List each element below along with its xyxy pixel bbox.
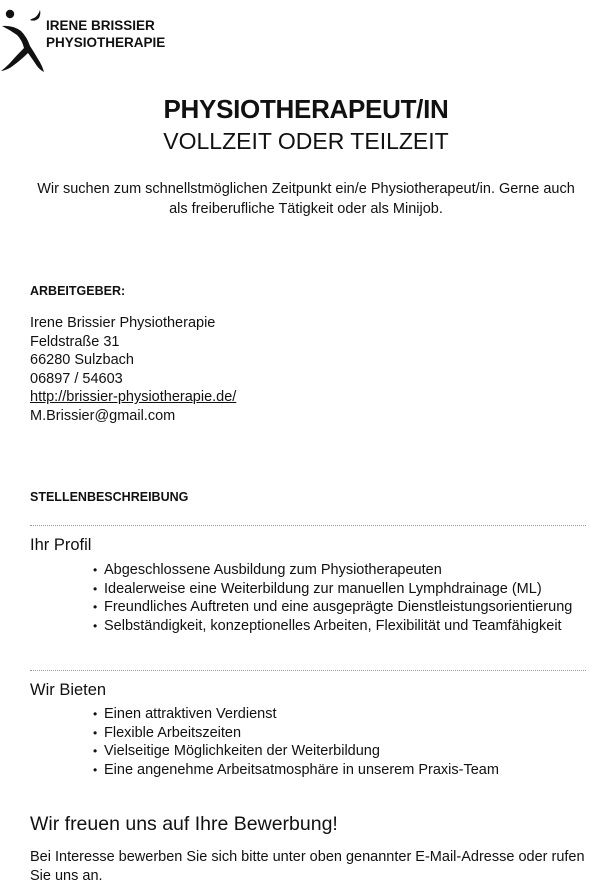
running-figure-icon — [0, 8, 46, 74]
brand-name — [46, 17, 165, 51]
closing-heading: Wir freuen uns auf Ihre Bewerbung! — [30, 813, 338, 835]
list-item: • Abgeschlossene Ausbildung zum Physiotherapeuten — [90, 561, 572, 580]
brand-logo — [0, 8, 180, 74]
section-divider — [30, 670, 586, 671]
job-intro: Wir suchen zum schnellstmöglichen Zeitpunkt ein/e Physiotherapeut/in. Gerne auch als freiberufliche Tätigkeit oder als Minijob. — [37, 181, 575, 217]
employer-street: Feldstraße 31 — [30, 333, 120, 350]
employer-city: 66280 Sulzbach — [30, 352, 134, 369]
offer-list — [90, 705, 499, 779]
job-title: PHYSIOTHERAPEUT/IN — [163, 94, 449, 124]
profile-list — [90, 561, 572, 635]
brand-name-line1: IRENE BRISSIER — [46, 18, 155, 33]
list-item: • Freundliches Auftreten und eine ausgeprägte Dienstleistungsorientierung — [90, 598, 572, 617]
description-heading: STELLENBESCHREIBUNG — [30, 490, 189, 504]
list-item: • Vielseitige Möglichkeiten der Weiterbildung — [90, 742, 499, 761]
list-item: • Eine angenehme Arbeitsatmosphäre in unserem Praxis-Team — [90, 761, 499, 780]
job-subtitle: VOLLZEIT ODER TEILZEIT — [163, 128, 449, 154]
employer-phone: 06897 / 54603 — [30, 370, 123, 387]
list-item: • Selbständigkeit, konzeptionelles Arbeiten, Flexibilität und Teamfähigkeit — [90, 617, 572, 636]
employer-website-link[interactable]: http://brissier-physiotherapie.de/ — [30, 389, 237, 406]
closing-text: Bei Interesse bewerben Sie sich bitte unter oben genannter E-Mail-Adresse oder rufen Sie uns an. — [30, 849, 585, 884]
list-item: • Flexible Arbeitszeiten — [90, 724, 499, 743]
section-divider — [30, 525, 586, 526]
list-item: • Idealerweise eine Weiterbildung zur manuellen Lymphdrainage (ML) — [90, 580, 572, 599]
employer-heading: ARBEITGEBER: — [30, 284, 126, 298]
offer-heading: Wir Bieten — [30, 681, 107, 699]
profile-heading: Ihr Profil — [30, 536, 92, 554]
list-item: • Einen attraktiven Verdienst — [90, 705, 499, 724]
employer-contact — [30, 314, 236, 426]
employer-name: Irene Brissier Physiotherapie — [30, 315, 216, 331]
employer-email: M.Brissier@gmail.com — [30, 407, 176, 424]
brand-name-line2: PHYSIOTHERAPIE — [46, 35, 166, 50]
